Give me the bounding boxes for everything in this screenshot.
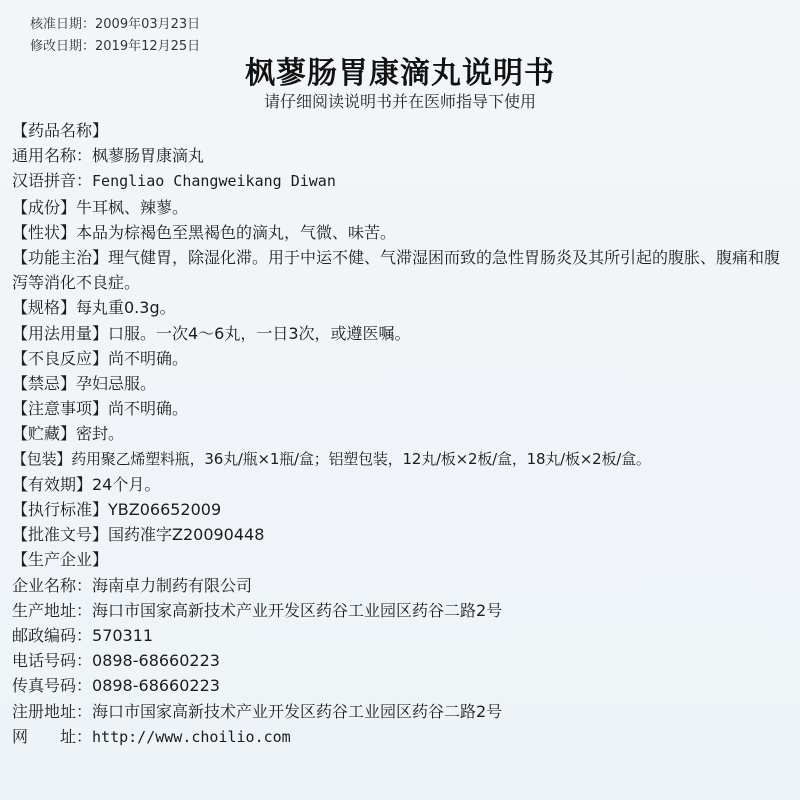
contraindications-section: 【禁忌】孕妇忌服。 [12, 374, 157, 394]
specification-section: 【规格】每丸重0.3g。 [12, 298, 176, 318]
registered-address-value: 海口市国家高新技术产业开发区药谷工业园区药谷二路2号 [92, 701, 503, 721]
production-address-label: 生产地址： [12, 600, 93, 620]
approval-number-section: 【批准文号】国药准字Z20090448 [12, 525, 265, 545]
dosage-section: 【用法用量】口服。一次4～6丸，一日3次，或遵医嘱。 [12, 323, 411, 343]
fax-label: 传真号码： [12, 676, 93, 696]
company-name-value: 海南卓力制药有限公司 [92, 575, 253, 595]
pinyin-value: Fengliao Changweikang Diwan [92, 172, 336, 191]
document-title: 枫蓼肠胃康滴丸说明书 [245, 56, 555, 91]
generic-name: 通用名称：枫蓼肠胃康滴丸 [12, 146, 205, 166]
company-name-row [12, 573, 798, 598]
standard-section: 【执行标准】YBZ06652009 [12, 500, 222, 520]
postal-code-label: 邮政编码： [12, 626, 93, 646]
adverse-reactions-section: 【不良反应】尚不明确。 [12, 348, 189, 368]
production-address-value: 海口市国家高新技术产业开发区药谷工业园区药谷二路2号 [92, 600, 503, 620]
leaflet-body [12, 118, 798, 750]
postal-code-row [12, 623, 798, 648]
pinyin-name [12, 168, 798, 194]
drug-name-heading: 【药品名称】 [12, 121, 109, 140]
pinyin-label: 汉语拼音： [12, 171, 93, 191]
fax-value: 0898-68660223 [92, 676, 220, 696]
manufacturer-heading: 【生产企业】 [12, 550, 109, 570]
phone-row [12, 648, 798, 673]
fax-row [12, 673, 798, 698]
registered-address-label: 注册地址： [12, 701, 93, 721]
packaging-section: 【包装】药用聚乙烯塑料瓶，36丸/瓶×1瓶/盒；铝塑包装，12丸/板×2板/盒，18丸/板×2板/盒。 [12, 449, 651, 468]
website-value: http://www.choilio.com [92, 727, 291, 746]
storage-section: 【贮藏】密封。 [12, 424, 125, 444]
company-name-label: 企业名称： [12, 575, 93, 595]
ingredients-section: 【成份】牛耳枫、辣蓼。 [12, 197, 189, 217]
website-label: 网 址： [12, 726, 93, 746]
description-section: 【性状】本品为棕褐色至黑褐色的滴丸，气微、味苦。 [12, 222, 397, 242]
website-row [12, 724, 798, 750]
postal-code-value: 570311 [92, 626, 154, 646]
registered-address-row [12, 699, 798, 724]
phone-label: 电话号码： [12, 651, 93, 671]
indications-section: 【功能主治】理气健胃，除湿化滞。用于中运不健、气滞湿困而致的急性胃肠炎及其所引起的腹胀、腹痛和腹泻等消化不良症。 [12, 248, 781, 293]
phone-value: 0898-68660223 [92, 651, 220, 671]
precautions-section: 【注意事项】尚不明确。 [12, 399, 189, 419]
production-address-row [12, 598, 798, 623]
revision-date: 修改日期：2019年12月25日 [30, 39, 201, 54]
document-subtitle: 请仔细阅读说明书并在医师指导下使用 [263, 92, 536, 111]
approval-date: 核准日期：2009年03月23日 [30, 17, 201, 32]
validity-section: 【有效期】24个月。 [12, 474, 161, 494]
